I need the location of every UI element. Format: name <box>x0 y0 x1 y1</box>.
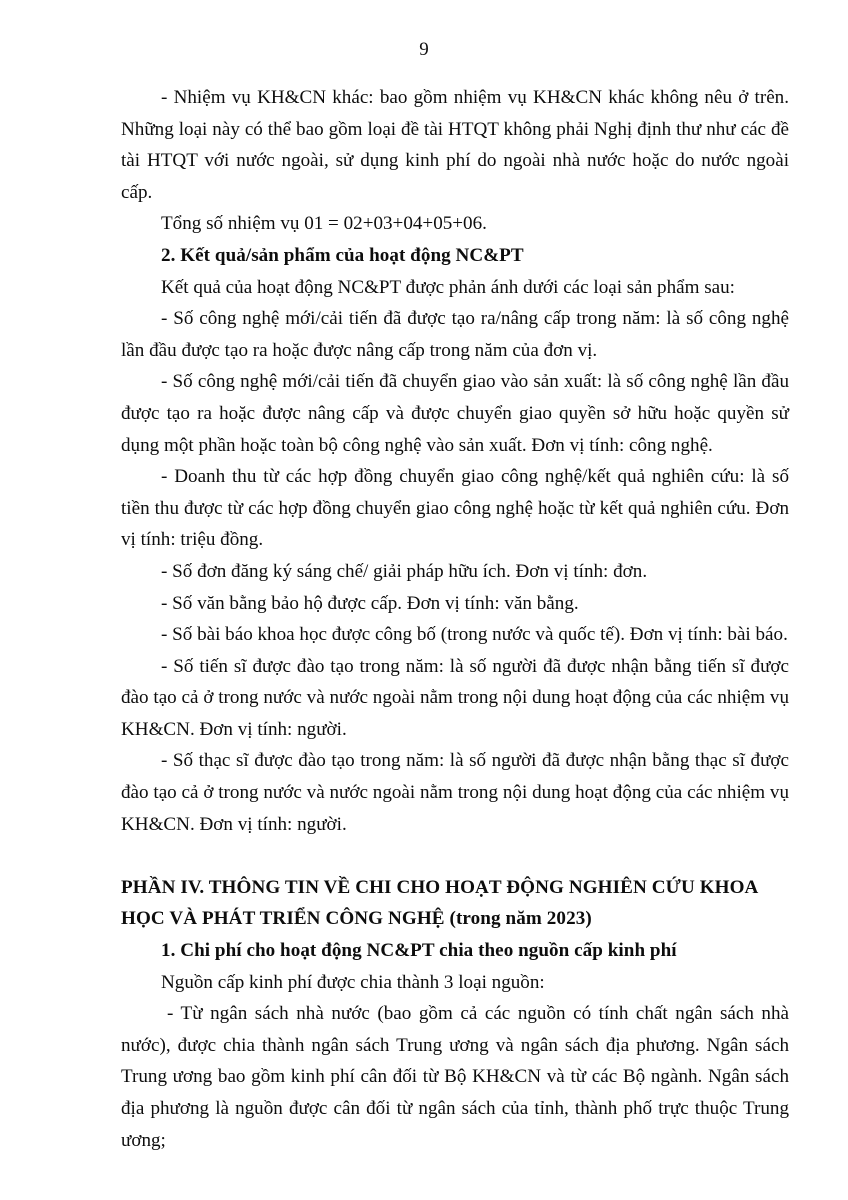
paragraph-revenue-tech-transfer: - Doanh thu từ các hợp đồng chuyển giao công nghệ/kết quả nghiên cứu: là số tiền thu được từ các hợp đồng chuyển giao công nghệ hoặc từ kết quả nghiên cứu. Đơn vị tính: triệu đồng. <box>121 466 789 551</box>
heading-part-4: PHẦN IV. THÔNG TIN VỀ CHI CHO HOẠT ĐỘNG NGHIÊN CỨU KHOA HỌC VÀ PHÁT TRIỂN CÔNG NGHỆ (trong năm 2023) <box>121 876 758 930</box>
section-spacer <box>121 840 789 872</box>
paragraph-state-budget-source: - Từ ngân sách nhà nước (bao gồm cả các nguồn có tính chất ngân sách nhà nước), được chia thành ngân sách Trung ương và ngân sách địa phương. Ngân sách Trung ương bao gồm kinh phí cân đối từ Bộ KH&CN và từ các Bộ ngành. Ngân sách địa phương là nguồn được cân đối từ ngân sách của tỉnh, thành phố trực thuộc Trung ương; <box>121 1003 789 1151</box>
paragraph-doctorates-trained: - Số tiến sĩ được đào tạo trong năm: là số người đã được nhận bằng tiến sĩ được đào tạo cả ở trong nước và nước ngoài nằm trong nội dung hoạt động của các nhiệm vụ KH&CN. Đơn vị tính: người. <box>121 655 789 740</box>
paragraph-technologies-transferred: - Số công nghệ mới/cải tiến đã chuyển giao vào sản xuất: là số công nghệ lần đầu được tạo ra hoặc được nâng cấp và được chuyển giao quyền sở hữu hoặc quyền sử dụng một phần hoặc toàn bộ công nghệ vào sản xuất. Đơn vị tính: công nghệ. <box>121 371 789 456</box>
heading-section-2: 2. Kết quả/sản phẩm của hoạt động NC&PT <box>161 244 524 266</box>
heading-section-1: 1. Chi phí cho hoạt động NC&PT chia theo nguồn cấp kinh phí <box>161 940 677 962</box>
paragraph-scientific-articles: - Số bài báo khoa học được công bố (trong nước và quốc tế). Đơn vị tính: bài báo. <box>161 624 788 646</box>
paragraph-new-technologies-created: - Số công nghệ mới/cải tiến đã được tạo ra/nâng cấp trong năm: là số công nghệ lần đầu được tạo ra hoặc được nâng cấp trong năm của đơn vị. <box>121 308 789 361</box>
paragraph-rd-results-intro: Kết quả của hoạt động NC&PT được phản ánh dưới các loại sản phẩm sau: <box>161 276 735 298</box>
paragraph-other-st-tasks: - Nhiệm vụ KH&CN khác: bao gồm nhiệm vụ KH&CN khác không nêu ở trên. Những loại này có thể bao gồm loại đề tài HTQT không phải Nghị định thư như các đề tài HTQT với nước ngoài, sử dụng kinh phí do ngoài nhà nước hoặc do nước ngoài cấp. <box>121 87 789 203</box>
paragraph-patent-applications: - Số đơn đăng ký sáng chế/ giải pháp hữu ích. Đơn vị tính: đơn. <box>161 560 648 582</box>
paragraph-funding-sources-intro: Nguồn cấp kinh phí được chia thành 3 loại nguồn: <box>161 971 545 993</box>
paragraph-masters-trained: - Số thạc sĩ được đào tạo trong năm: là số người đã được nhận bằng thạc sĩ được đào tạo cả ở trong nước và nước ngoài nằm trong nội dung hoạt động của các nhiệm vụ KH&CN. Đơn vị tính: người. <box>121 750 789 835</box>
paragraph-total-tasks-formula: Tổng số nhiệm vụ 01 = 02+03+04+05+06. <box>161 213 487 235</box>
document-body <box>121 82 789 1156</box>
paragraph-protection-certificates: - Số văn bằng bảo hộ được cấp. Đơn vị tính: văn bằng. <box>161 592 579 614</box>
page-number: 9 <box>419 39 429 60</box>
